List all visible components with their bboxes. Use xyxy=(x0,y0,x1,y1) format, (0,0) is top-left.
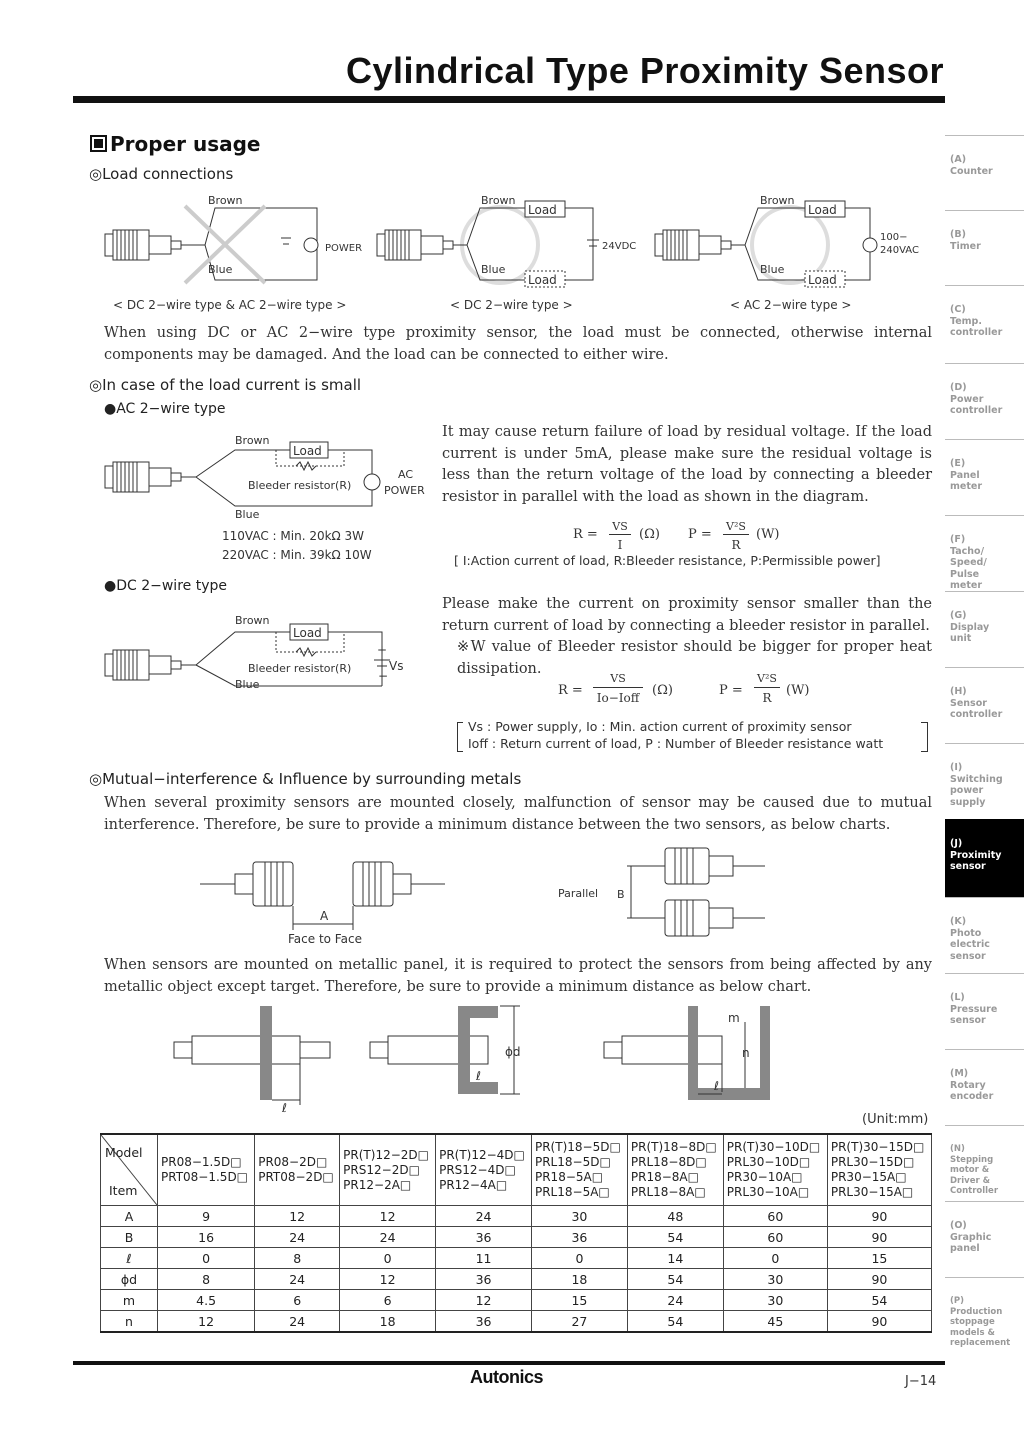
ac-legend: [ I:Action current of load, R:Bleeder resistance, P:Permissible power] xyxy=(454,553,881,568)
page-number: J−14 xyxy=(905,1374,937,1389)
model-name: PRL30−10D□ xyxy=(726,1155,811,1169)
model-name: PR18−8A□ xyxy=(630,1170,699,1184)
sidebar-tab[interactable] xyxy=(945,515,1024,591)
table-cell: 36 xyxy=(531,1227,627,1248)
d3-caption: < AC 2−wire type > xyxy=(730,298,852,312)
black-square-icon xyxy=(90,135,107,152)
page-title: Cylindrical Type Proximity Sensor xyxy=(345,50,944,91)
model-name: PRL18−8A□ xyxy=(630,1185,706,1199)
table-cell: 0 xyxy=(340,1248,436,1269)
row-item: m xyxy=(101,1290,158,1311)
sidebar-tab-label: Power controller xyxy=(950,393,1003,416)
dc-vs: Vs xyxy=(389,659,404,673)
model-name: PR(T)30−10D□ xyxy=(726,1140,821,1154)
ac-bullet: ●AC 2−wire type xyxy=(104,401,226,417)
table-cell: 54 xyxy=(627,1269,723,1290)
table-cell: 12 xyxy=(436,1290,532,1311)
dc-blue: Blue xyxy=(235,678,260,691)
dc-text2: ※W value of Bleeder resistor should be bigger for proper heat dissipation. xyxy=(457,639,932,677)
d2-load-top: Load xyxy=(528,203,557,217)
autonics-logo: Autonics xyxy=(470,1367,544,1387)
table-row xyxy=(101,1311,932,1333)
svg-text:−: − xyxy=(378,669,389,683)
sidebar-tab-label: Panel meter xyxy=(950,469,983,492)
table-cell: 24 xyxy=(255,1269,340,1290)
ac-spec1: 110VAC : Min. 20kΩ 3W xyxy=(222,529,365,543)
table-cell: 36 xyxy=(436,1311,532,1333)
model-name: PRT08−1.5D□ xyxy=(161,1170,249,1184)
model-name: PR30−10A□ xyxy=(726,1170,803,1184)
metal-panel-diagrams xyxy=(170,1000,780,1115)
sidebar-tab[interactable] xyxy=(945,743,1024,819)
sidebar-tab-label: Tacho/ Speed/ Pulse meter xyxy=(950,545,987,591)
model-name: PRL30−15D□ xyxy=(830,1155,915,1169)
table-cell: 6 xyxy=(340,1290,436,1311)
face-to-face-label: Face to Face xyxy=(288,932,362,946)
sidebar-tab-label: Timer xyxy=(950,240,981,252)
table-cell: 14 xyxy=(627,1248,723,1269)
sidebar-tab-code: (N) xyxy=(950,1144,965,1154)
sidebar-tab-code: (G) xyxy=(950,610,967,621)
sidebar-tab-code: (F) xyxy=(950,534,966,545)
table-cell: 30 xyxy=(531,1206,627,1227)
sidebar-tab-label: Temp. controller xyxy=(950,315,1003,338)
label-l-3: ℓ xyxy=(714,1079,719,1093)
sidebar-tab[interactable] xyxy=(945,1125,1024,1201)
label-b: B xyxy=(617,888,625,901)
model-name: PR12−2A□ xyxy=(343,1177,412,1192)
model-header xyxy=(158,1134,255,1206)
sidebar-tab-label: Counter xyxy=(950,165,993,177)
dc-text1: Please make the current on proximity sensor smaller than the return current of load by connecting a bleeder resistor in parallel. xyxy=(442,596,932,634)
table-cell: 9 xyxy=(158,1206,255,1227)
model-name: PR(T)12−4D□ xyxy=(439,1147,525,1162)
parallel-label: Parallel xyxy=(558,887,599,900)
sidebar-tab[interactable] xyxy=(945,210,1024,285)
sidebar-tab-code: (J) xyxy=(950,838,963,849)
sidebar-tab-code: (D) xyxy=(950,382,967,393)
model-name: PRL30−15A□ xyxy=(830,1185,914,1199)
sidebar-tab-code: (C) xyxy=(950,304,966,315)
model-name: PR12−4A□ xyxy=(439,1177,508,1192)
sidebar-tab-label: Graphic panel xyxy=(950,1231,992,1254)
model-name: PRL18−5A□ xyxy=(534,1185,610,1199)
small-current-heading: ◎In case of the load current is small xyxy=(89,376,362,394)
table-cell: 0 xyxy=(158,1248,255,1269)
model-name: PR(T)12−2D□ xyxy=(343,1147,429,1162)
sidebar-tab[interactable] xyxy=(945,285,1024,363)
model-name: PRS12−4D□ xyxy=(439,1162,516,1177)
sidebar-tab-code: (E) xyxy=(950,458,966,469)
table-cell: 12 xyxy=(255,1206,340,1227)
table-cell: 30 xyxy=(723,1290,827,1311)
d3-voltage-2: 240VAC xyxy=(880,245,919,256)
d2-blue: Blue xyxy=(481,263,506,276)
sidebar-tab-label: Display unit xyxy=(950,621,990,644)
table-cell: 24 xyxy=(255,1227,340,1248)
d1-brown: Brown xyxy=(208,194,243,207)
model-header xyxy=(340,1134,436,1206)
sidebar-tab-code: (P) xyxy=(950,1296,964,1306)
table-row xyxy=(101,1227,932,1248)
corner-model: Model xyxy=(105,1145,143,1160)
label-a: A xyxy=(320,909,329,923)
table-cell: 48 xyxy=(627,1206,723,1227)
sidebar-tab[interactable] xyxy=(945,1049,1024,1125)
sidebar-tab[interactable] xyxy=(945,135,1024,210)
interference-heading: ◎Mutual−interference & Influence by surrounding metals xyxy=(89,770,522,788)
sidebar-tab-code: (I) xyxy=(950,762,963,773)
table-cell: 12 xyxy=(158,1311,255,1333)
sidebar-tab[interactable] xyxy=(945,973,1024,1049)
dc-bleeder: Bleeder resistor(R) xyxy=(248,662,352,675)
sidebar-tab[interactable] xyxy=(945,1277,1024,1355)
model-header xyxy=(723,1134,827,1206)
table-cell: 90 xyxy=(827,1269,931,1290)
d2-load-bottom: Load xyxy=(528,273,557,287)
sidebar-tab-label: Rotary encoder xyxy=(950,1079,994,1102)
table-cell: 90 xyxy=(827,1311,931,1333)
table-cell: 12 xyxy=(340,1269,436,1290)
dc-legend-bracket-right xyxy=(927,722,928,752)
label-d: ϕd xyxy=(505,1045,521,1059)
table-cell: 54 xyxy=(827,1290,931,1311)
table-cell: 4.5 xyxy=(158,1290,255,1311)
load-connections-heading: ◎Load connections xyxy=(89,165,234,183)
sidebar-tab[interactable] xyxy=(945,819,1024,897)
ac-text: It may cause return failure of load by residual voltage. If the load current is under 5mA, please make sure the residual voltage is less than the return voltage of the load by connecting a bleeder resistor in parallel with the load as shown in the diagram. xyxy=(442,424,932,505)
model-name: PR(T)18−8D□ xyxy=(630,1140,717,1154)
sidebar-tab-code: (B) xyxy=(950,229,966,240)
model-name: PRL18−5D□ xyxy=(534,1155,611,1169)
header-rule xyxy=(73,96,945,103)
d1-power: POWER xyxy=(325,243,363,254)
corner-item: Item xyxy=(109,1183,138,1198)
footer-rule xyxy=(73,1361,945,1365)
dc-legend-1: Vs : Power supply, Io : Min. action current of proximity sensor xyxy=(468,719,852,734)
model-name: PR(T)30−15D□ xyxy=(830,1140,925,1154)
model-header xyxy=(436,1134,532,1206)
table-cell: 12 xyxy=(340,1206,436,1227)
table-cell: 24 xyxy=(340,1227,436,1248)
sidebar-tab[interactable] xyxy=(945,897,1024,973)
sidebar-tab-code: (M) xyxy=(950,1068,969,1079)
dc-bleeder-diagram xyxy=(100,608,440,698)
table-cell: 8 xyxy=(255,1248,340,1269)
chapter-sidebar xyxy=(945,135,1024,1355)
dc-legend-2: Ioff : Return current of load, P : Number of Bleeder resistance watt xyxy=(468,736,884,751)
diagram-dc-2wire xyxy=(377,194,636,312)
section-title: Proper usage xyxy=(90,132,261,156)
label-l-1: ℓ xyxy=(282,1101,287,1115)
model-name: PRL18−8D□ xyxy=(630,1155,707,1169)
model-header xyxy=(531,1134,627,1206)
sidebar-tab-code: (H) xyxy=(950,686,967,697)
table-cell: 54 xyxy=(627,1311,723,1333)
sidebar-tab-code: (A) xyxy=(950,154,967,165)
table-cell: 60 xyxy=(723,1206,827,1227)
dc-bullet: ●DC 2−wire type xyxy=(104,578,227,594)
model-name: PR30−15A□ xyxy=(830,1170,907,1184)
ac-spec2: 220VAC : Min. 39kΩ 10W xyxy=(222,548,372,562)
sidebar-tab-label: Photo electric sensor xyxy=(950,927,990,962)
d1-caption: < DC 2−wire type & AC 2−wire type > xyxy=(113,298,347,312)
table-cell: 11 xyxy=(436,1248,532,1269)
distance-table xyxy=(100,1133,932,1333)
dc-brown: Brown xyxy=(235,614,270,627)
row-item: A xyxy=(101,1206,158,1227)
sidebar-tab-label: Sensor controller xyxy=(950,697,1003,720)
table-row xyxy=(101,1206,932,1227)
ac-bleeder-diagram xyxy=(100,428,440,568)
model-header xyxy=(827,1134,931,1206)
d2-brown: Brown xyxy=(481,194,516,207)
sidebar-tab-label: Proximity sensor xyxy=(950,849,1002,872)
table-cell: 30 xyxy=(723,1269,827,1290)
model-name: PRS12−2D□ xyxy=(343,1162,420,1177)
diagram-dc-ac-wrong xyxy=(105,194,362,312)
sidebar-tab[interactable] xyxy=(945,667,1024,743)
table-cell: 0 xyxy=(723,1248,827,1269)
table-cell: 8 xyxy=(158,1269,255,1290)
ac-brown: Brown xyxy=(235,434,270,447)
sidebar-tab-code: (O) xyxy=(950,1220,967,1231)
load-connection-diagrams xyxy=(95,188,940,313)
model-name: PRL30−10A□ xyxy=(726,1185,810,1199)
label-m: m xyxy=(728,1011,740,1025)
model-name: PR18−5A□ xyxy=(534,1170,604,1184)
label-n: n xyxy=(742,1046,750,1060)
table-cell: 24 xyxy=(255,1311,340,1333)
table-cell: 45 xyxy=(723,1311,827,1333)
ac-bleeder: Bleeder resistor(R) xyxy=(248,479,352,492)
table-cell: 60 xyxy=(723,1227,827,1248)
d1-blue: Blue xyxy=(208,263,233,276)
table-cell: 6 xyxy=(255,1290,340,1311)
d3-load-top: Load xyxy=(808,203,837,217)
d3-blue: Blue xyxy=(760,263,785,276)
row-item: ℓ xyxy=(101,1248,158,1269)
model-header xyxy=(627,1134,723,1206)
diagram-ac-2wire xyxy=(655,194,919,312)
interference-text1: When several proximity sensors are mounted closely, malfunction of sensor may be caused due to mutual interference. Therefore, be sure to provide a minimum distance between the two sensors, as below charts. xyxy=(104,795,932,833)
sidebar-tab-label: Pressure sensor xyxy=(950,1003,998,1026)
sidebar-tab[interactable] xyxy=(945,1201,1024,1277)
table-cell: 18 xyxy=(531,1269,627,1290)
face-to-face-diagram xyxy=(195,842,455,950)
table-cell: 90 xyxy=(827,1227,931,1248)
interference-text2: When sensors are mounted on metallic panel, it is required to protect the sensors from being affected by any metallic object except target. Therefore, be sure to provide a minimum distance as below chart. xyxy=(104,957,932,995)
table-row xyxy=(101,1248,932,1269)
svg-text:+: + xyxy=(377,643,388,657)
model-name: PR08−1.5D□ xyxy=(161,1155,242,1169)
row-item: B xyxy=(101,1227,158,1248)
load-note: When using DC or AC 2−wire type proximity sensor, the load must be connected, otherwise internal components may be damaged. And the load can be connected to either wire. xyxy=(104,325,932,363)
table-cell: 36 xyxy=(436,1227,532,1248)
d2-caption: < DC 2−wire type > xyxy=(450,298,573,312)
ac-blue: Blue xyxy=(235,508,260,521)
table-cell: 0 xyxy=(531,1248,627,1269)
sidebar-tab-code: (L) xyxy=(950,992,965,1003)
d2-voltage: 24VDC xyxy=(602,241,637,252)
table-cell: 24 xyxy=(627,1290,723,1311)
row-item: n xyxy=(101,1311,158,1333)
sidebar-tab[interactable] xyxy=(945,591,1024,667)
model-name: PR08−2D□ xyxy=(258,1155,328,1169)
table-row xyxy=(101,1269,932,1290)
model-name: PRT08−2D□ xyxy=(258,1170,334,1184)
d3-load-bottom: Load xyxy=(808,273,837,287)
table-corner xyxy=(101,1134,158,1206)
table-cell: 54 xyxy=(627,1227,723,1248)
ac-load: Load xyxy=(293,444,322,458)
table-cell: 24 xyxy=(436,1206,532,1227)
table-cell: 18 xyxy=(340,1311,436,1333)
table-cell: 16 xyxy=(158,1227,255,1248)
table-cell: 27 xyxy=(531,1311,627,1333)
sidebar-tab-label: Stepping motor & Driver & Controller xyxy=(950,1154,999,1196)
sidebar-tab-label: Production stoppage models & replacement xyxy=(950,1306,1011,1348)
table-cell: 15 xyxy=(827,1248,931,1269)
table-cell: 36 xyxy=(436,1269,532,1290)
table-row xyxy=(101,1290,932,1311)
row-item: ϕd xyxy=(101,1269,158,1290)
model-name: PR(T)18−5D□ xyxy=(534,1140,621,1154)
dc-load: Load xyxy=(293,626,322,640)
table-cell: 15 xyxy=(531,1290,627,1311)
sidebar-tab-code: (K) xyxy=(950,916,967,927)
model-header xyxy=(255,1134,340,1206)
unit-label: (Unit:mm) xyxy=(862,1112,929,1127)
ac-ac: AC xyxy=(398,468,414,481)
d3-voltage-1: 100− xyxy=(880,232,908,243)
d3-brown: Brown xyxy=(760,194,795,207)
sidebar-tab-label: Switching power supply xyxy=(950,773,1003,808)
sidebar-tab[interactable] xyxy=(945,439,1024,515)
parallel-diagram xyxy=(555,836,780,948)
table-cell: 90 xyxy=(827,1206,931,1227)
sidebar-tab[interactable] xyxy=(945,363,1024,439)
ac-power: POWER xyxy=(384,484,425,497)
label-l-2: ℓ xyxy=(476,1069,481,1083)
